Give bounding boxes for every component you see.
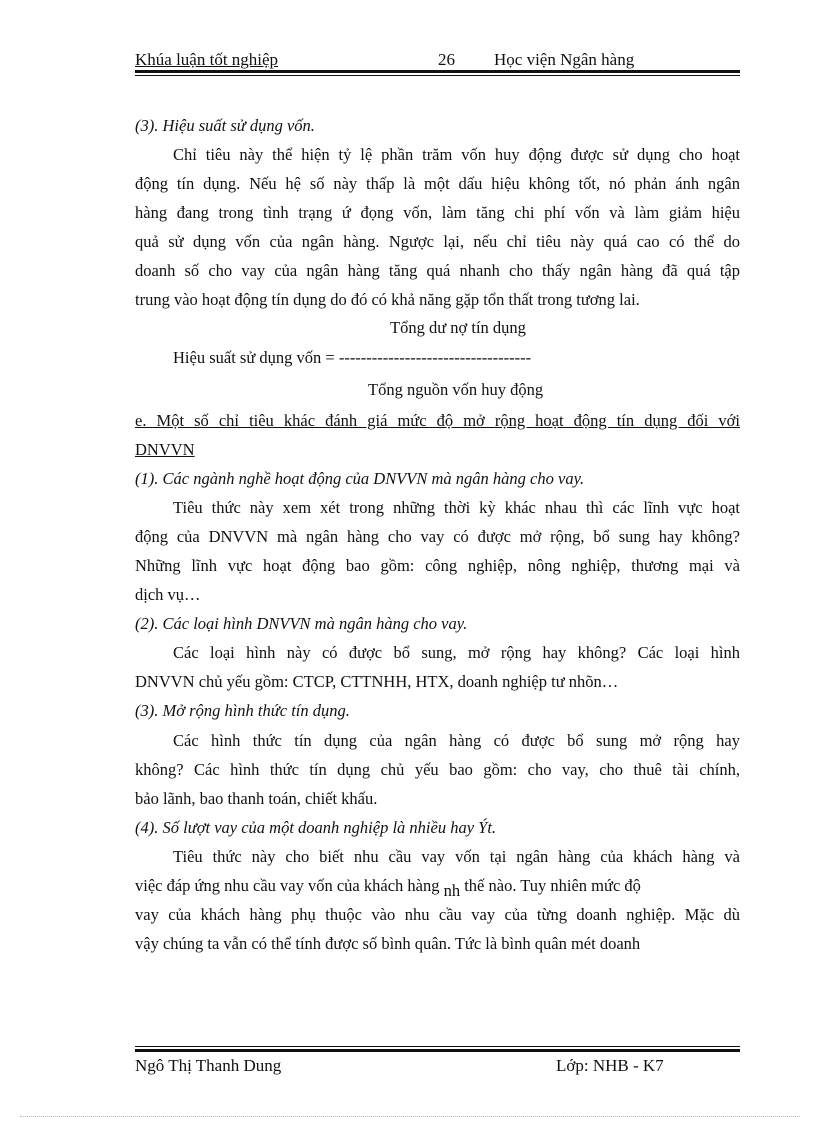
paragraph-line: hàng đang trong tình trạng ứ đọng vốn, làm tăng chi phí vốn và làm giảm hiệu [135, 203, 740, 222]
paragraph-line: Tiêu thức này cho biết nhu cầu vay vốn tại ngân hàng của khách hàng và [173, 847, 740, 866]
paragraph-line: Những lĩnh vực hoạt động bao gồm: công nghiệp, nông nghiệp, thương mại và [135, 556, 740, 575]
section-heading-e-cont: DNVVN [135, 440, 195, 459]
subheading-3-efficiency: (3). Hiệu suất sử dụng vốn. [135, 116, 315, 135]
paragraph-line: vay của khách hàng phụ thuộc vào nhu cầu vay của từng doanh nghiệp. Mặc dù [135, 905, 740, 924]
paragraph-line: động tín dụng. Nếu hệ số này thấp là một dấu hiệu không tốt, nó phản ánh ngân [135, 174, 740, 193]
subheading-1-industries: (1). Các ngành nghề hoạt động của DNVVN mà ngân hàng cho vay. [135, 469, 585, 488]
paragraph-line: Tiêu thức này xem xét trong những thời kỳ khác nhau thì các lĩnh vực hoạt [173, 498, 740, 517]
page-bottom-dotted-border [20, 1116, 800, 1117]
formula-numerator: Tổng dư nợ tín dụng [390, 318, 526, 337]
subheading-2-types: (2). Các loại hình DNVVN mà ngân hàng cho vay. [135, 614, 468, 633]
paragraph-line: việc đáp ứng nhu cầu vay vốn của khách hàng nh thế nào. Tuy nhiên mức độ [135, 876, 641, 900]
page-footer [135, 1056, 740, 1076]
footer-class: Lớp: NHB - K7 [556, 1056, 664, 1075]
header-thesis-label: Khúa luận tốt nghiệp [135, 50, 279, 69]
formula-fraction-bar: ----------------------------------- [338, 348, 532, 367]
footer-rule-thin [135, 1046, 740, 1047]
paragraph-line: dịch vụ… [135, 585, 201, 604]
paragraph-line: bảo lãnh, bao thanh toán, chiết khấu. [135, 789, 378, 808]
header-rule-thin [135, 75, 740, 76]
paragraph-line: vậy chúng ta vẫn có thể tính được số bình quân. Tức là bình quân mét doanh [135, 934, 641, 953]
paragraph-line: Các hình thức tín dụng của ngân hàng có được bổ sung mở rộng hay [173, 731, 740, 750]
stray-subscript-text: nh [443, 881, 461, 900]
paragraph-line: trung vào hoạt động tín dụng do đó có khả năng gặp tổn thất trong tương lai. [135, 290, 640, 309]
paragraph-line: quả sử dụng vốn của ngân hàng. Ngược lại, nếu chỉ tiêu này quá cao có thể do [135, 232, 740, 251]
subheading-3-credit-forms: (3). Mở rộng hình thức tín dụng. [135, 701, 350, 720]
footer-author: Ngô Thị Thanh Dung [135, 1056, 282, 1075]
paragraph-line: doanh số cho vay của ngân hàng tăng quá nhanh cho thấy ngân hàng đã quá tập [135, 261, 740, 280]
header-rule-thick [135, 70, 740, 73]
footer-rule-thick [135, 1049, 740, 1052]
header-institution: Học viện Ngân hàng [494, 50, 635, 69]
paragraph-line: DNVVN chủ yếu gồm: CTCP, CTTNHH, HTX, doanh nghiệp tư nhõn… [135, 672, 619, 691]
paragraph-line: Các loại hình này có được bổ sung, mở rộng hay không? Các loại hình [173, 643, 740, 662]
header-page-number: 26 [438, 50, 455, 69]
formula-denominator: Tổng nguồn vốn huy động [368, 380, 544, 399]
section-heading-e: e. Một số chỉ tiêu khác đánh giá mức độ mở rộng hoạt động tín dụng đối với [135, 411, 740, 430]
formula-line [173, 348, 740, 368]
paragraph-line: không? Các hình thức tín dụng chủ yếu bao gồm: cho vay, cho thuê tài chính, [135, 760, 740, 779]
formula-lhs: Hiệu suất sử dụng vốn = [173, 348, 339, 367]
paragraph-line: động của DNVVN mà ngân hàng cho vay có được mở rộng, bổ sung hay không? [135, 527, 740, 546]
paragraph-line: Chỉ tiêu này thể hiện tỷ lệ phần trăm vốn huy động được sử dụng cho hoạt [173, 145, 740, 164]
page-header [135, 50, 740, 70]
subheading-4-loan-count: (4). Số lượt vay của một doanh nghiệp là nhiều hay Ýt. [135, 818, 497, 837]
